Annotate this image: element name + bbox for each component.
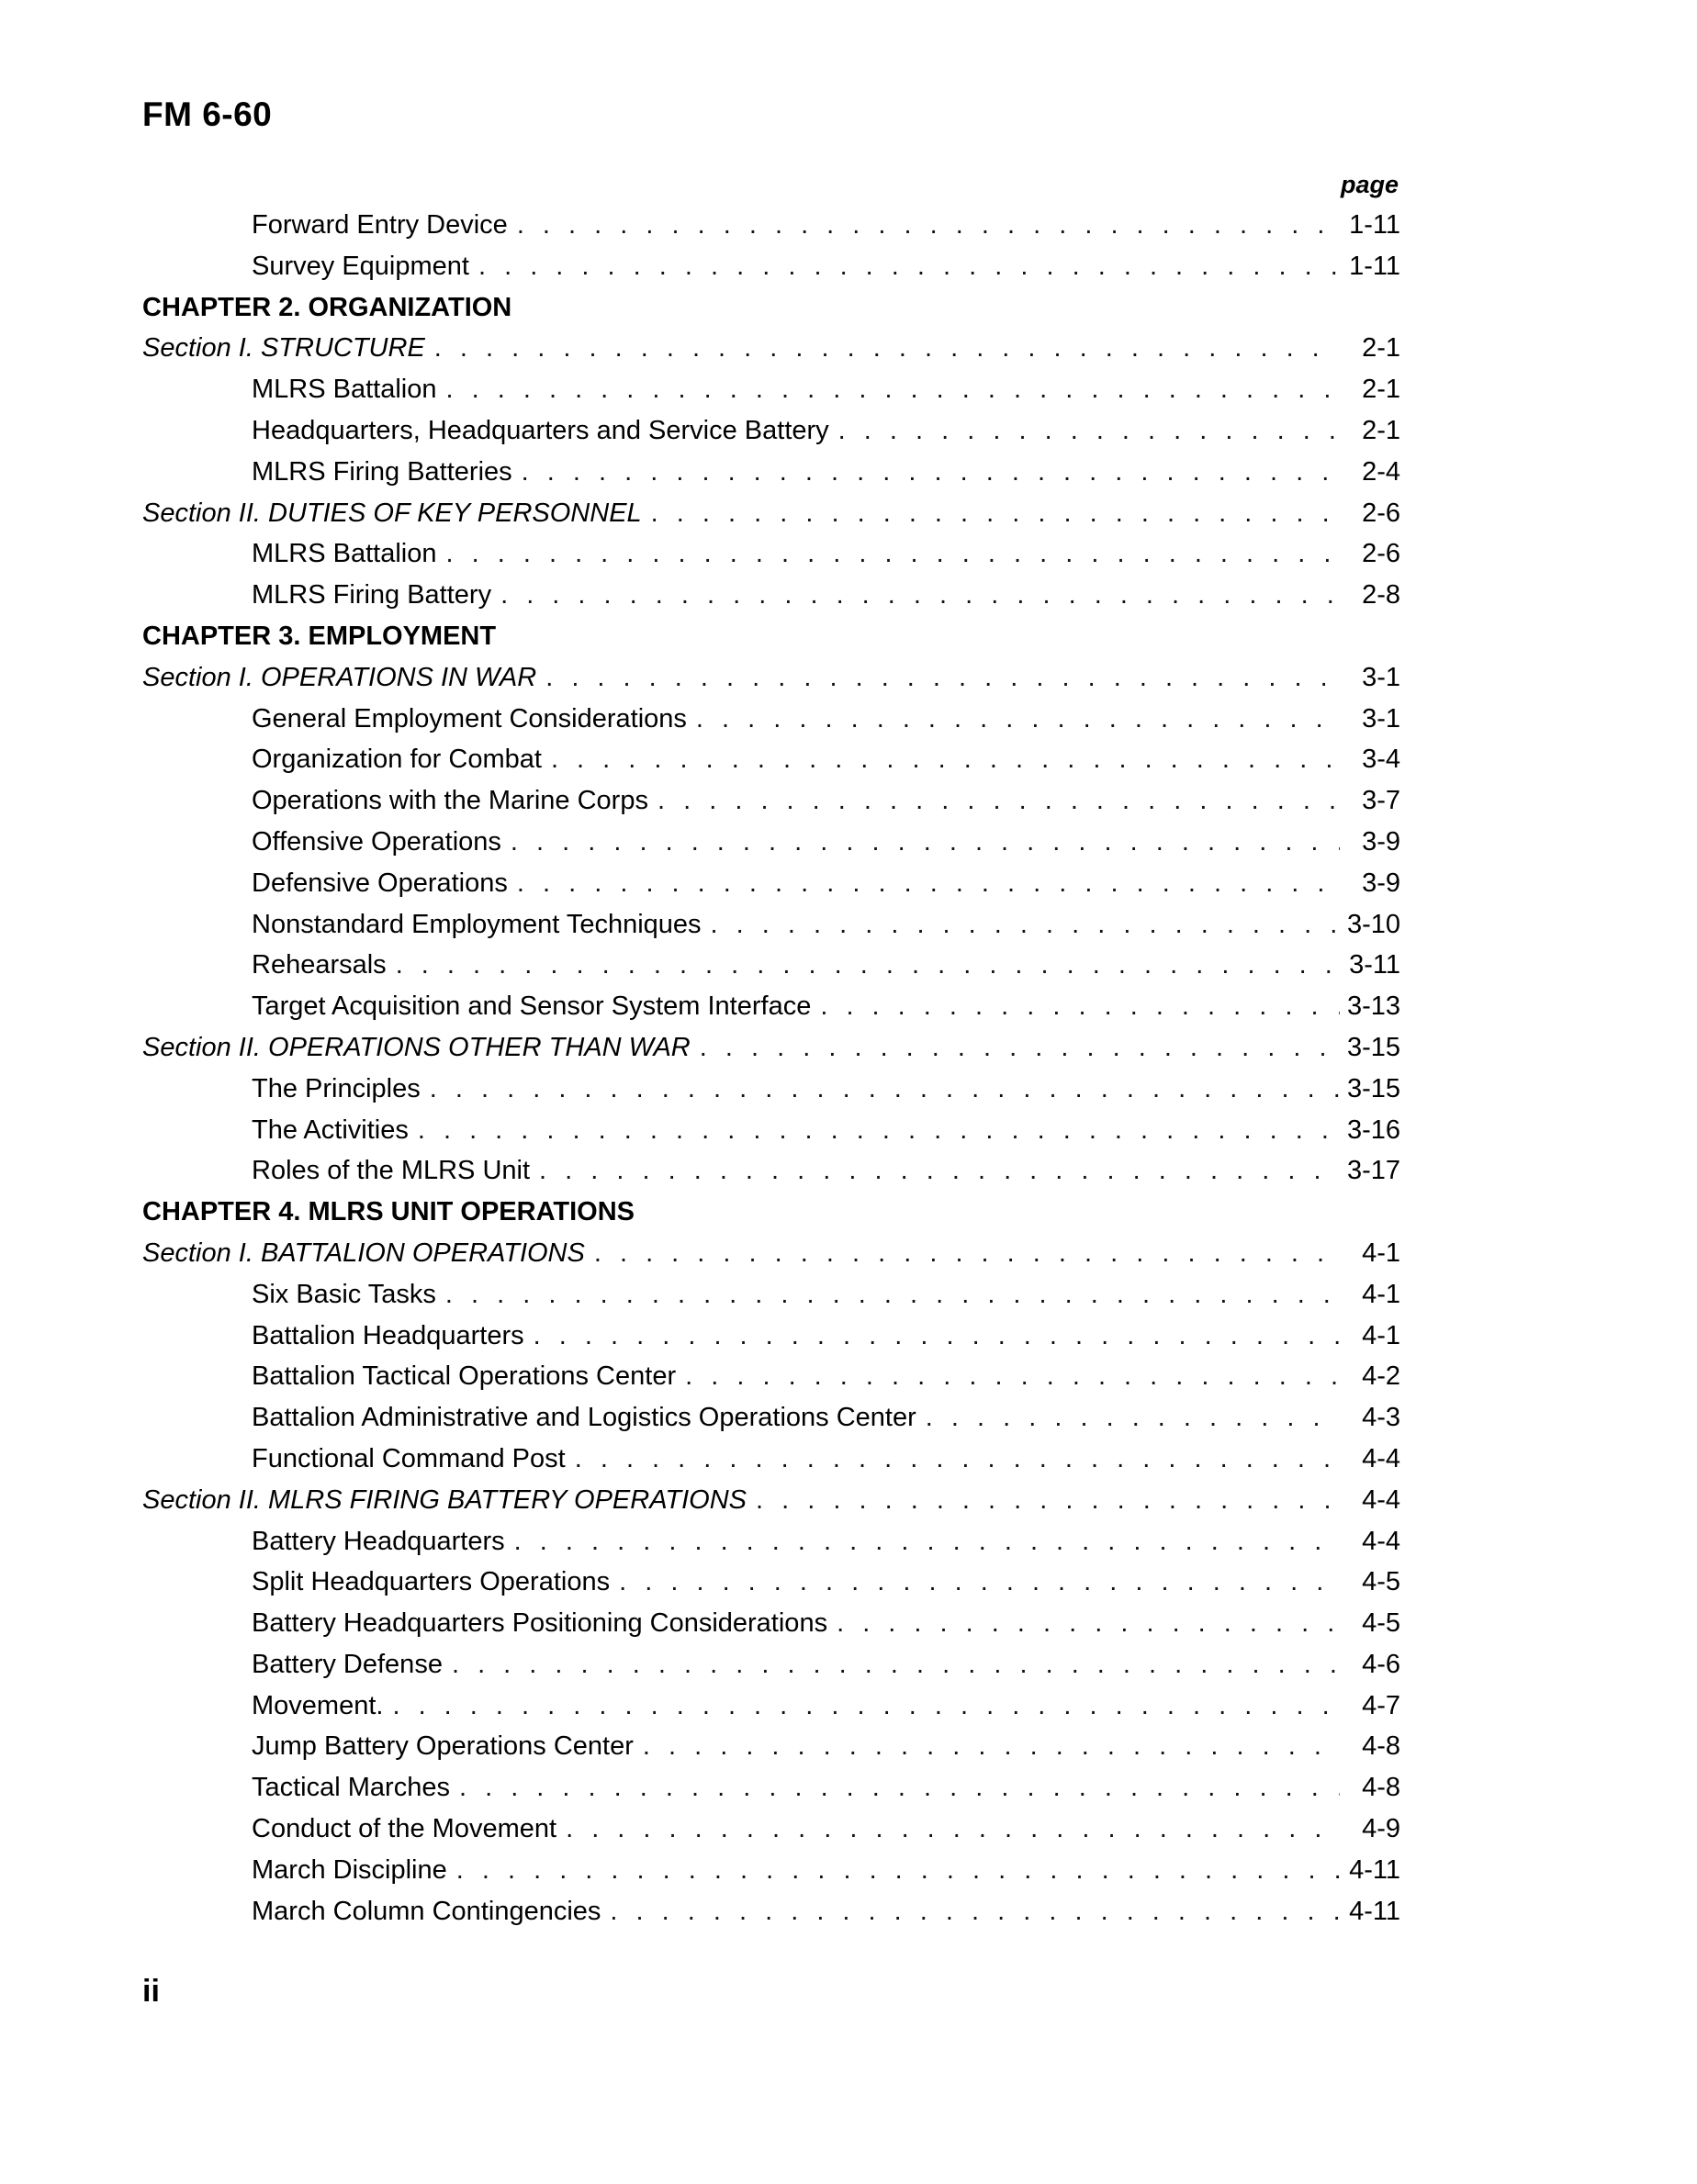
toc-chapter-row bbox=[142, 287, 1400, 329]
dot-leader bbox=[545, 657, 1340, 699]
toc-entry-title: Battery Headquarters bbox=[252, 1526, 505, 1556]
toc-page-number: 4-8 bbox=[1362, 1773, 1400, 1803]
toc-page-number: 2-6 bbox=[1362, 539, 1400, 569]
toc-entry-title: MLRS Firing Battery bbox=[252, 580, 492, 610]
toc-entry-title: MLRS Firing Batteries bbox=[252, 456, 512, 487]
toc-section-row bbox=[142, 657, 1400, 699]
toc-page-number: 3-15 bbox=[1346, 1073, 1400, 1103]
toc-entry-row bbox=[142, 1150, 1400, 1192]
toc-entry-title: Organization for Combat bbox=[252, 745, 542, 775]
toc-entry-title: Battalion Tactical Operations Center bbox=[252, 1361, 677, 1392]
toc-page-number: 3-13 bbox=[1346, 991, 1400, 1022]
toc-chapter-row bbox=[142, 1192, 1400, 1233]
toc-entry-title: Operations with the Marine Corps bbox=[252, 786, 648, 816]
toc-chapter-row bbox=[142, 616, 1400, 657]
dot-leader bbox=[651, 493, 1340, 534]
toc-entry-title: Movement. bbox=[252, 1690, 384, 1720]
toc-page-number: 3-15 bbox=[1346, 1032, 1400, 1062]
toc-entry-title: March Column Contingencies bbox=[252, 1896, 601, 1926]
toc-entry-title: Battalion Headquarters bbox=[252, 1320, 524, 1350]
toc-entry-row bbox=[142, 410, 1400, 452]
toc-entry-title: Six Basic Tasks bbox=[252, 1279, 436, 1309]
toc-page-number: 3-10 bbox=[1346, 909, 1400, 939]
dot-leader bbox=[500, 575, 1340, 616]
toc-page-number: 4-11 bbox=[1349, 1854, 1400, 1885]
toc-page-number: 2-1 bbox=[1362, 333, 1400, 364]
toc-entry-row bbox=[142, 1603, 1400, 1644]
dot-leader bbox=[700, 1027, 1340, 1069]
toc-section-title: Section I. OPERATIONS IN WAR bbox=[142, 662, 537, 692]
toc-entry-row bbox=[142, 575, 1400, 616]
toc-entry-title: Rehearsals bbox=[252, 950, 387, 980]
dot-leader bbox=[522, 452, 1340, 493]
dot-leader bbox=[517, 863, 1340, 904]
dot-leader bbox=[446, 369, 1341, 410]
toc-section-title: Section II. OPERATIONS OTHER THAN WAR bbox=[142, 1032, 691, 1062]
toc-page-number: 4-8 bbox=[1362, 1731, 1400, 1762]
toc-entry-title: Nonstandard Employment Techniques bbox=[252, 909, 702, 939]
toc-section-row bbox=[142, 328, 1400, 369]
dot-leader bbox=[446, 533, 1341, 575]
toc-entry-row bbox=[142, 1439, 1400, 1480]
toc-entry-title: MLRS Battalion bbox=[252, 539, 437, 569]
dot-leader bbox=[926, 1397, 1340, 1439]
toc-entry-row bbox=[142, 1767, 1400, 1809]
document-id-header: FM 6-60 bbox=[142, 95, 273, 133]
toc-entry-row bbox=[142, 863, 1400, 904]
toc-section-row bbox=[142, 1027, 1400, 1069]
dot-leader bbox=[575, 1439, 1340, 1480]
toc-entry-row bbox=[142, 739, 1400, 780]
toc-page-number: 3-16 bbox=[1346, 1114, 1400, 1145]
toc-section-title: Section I. STRUCTURE bbox=[142, 333, 425, 364]
dot-leader bbox=[396, 945, 1340, 986]
dot-leader bbox=[566, 1809, 1340, 1850]
toc-entry-row bbox=[142, 246, 1400, 287]
toc-entry-row bbox=[142, 1356, 1400, 1397]
toc-entry-row bbox=[142, 699, 1400, 740]
dot-leader bbox=[551, 739, 1340, 780]
toc-chapter-title: CHAPTER 3. EMPLOYMENT bbox=[142, 621, 497, 651]
toc-page-number: 3-9 bbox=[1362, 868, 1400, 898]
dot-leader bbox=[837, 1603, 1340, 1644]
toc-entry-title: Forward Entry Device bbox=[252, 210, 508, 240]
dot-leader bbox=[445, 1274, 1340, 1316]
toc-page-number: 2-4 bbox=[1362, 456, 1400, 487]
toc-page-number: 3-4 bbox=[1362, 745, 1400, 775]
toc-page-number: 4-2 bbox=[1362, 1361, 1400, 1392]
toc-section-row bbox=[142, 1233, 1400, 1274]
toc-entry-title: Conduct of the Movement bbox=[252, 1814, 557, 1844]
toc-page-number: 4-5 bbox=[1362, 1567, 1400, 1597]
toc-entry-row bbox=[142, 904, 1400, 946]
toc-entry-title: Functional Command Post bbox=[252, 1443, 566, 1473]
toc-entry-row bbox=[142, 986, 1400, 1027]
dot-leader bbox=[459, 1767, 1340, 1809]
toc-entry-title: March Discipline bbox=[252, 1854, 447, 1885]
dot-leader bbox=[619, 1562, 1340, 1603]
dot-leader bbox=[434, 328, 1340, 369]
dot-leader bbox=[534, 1316, 1340, 1357]
toc-section-row bbox=[142, 493, 1400, 534]
toc-section-row bbox=[142, 1480, 1400, 1521]
dot-leader bbox=[594, 1233, 1340, 1274]
toc-entry-row bbox=[142, 1686, 1400, 1727]
toc-page-number: 4-4 bbox=[1362, 1443, 1400, 1473]
toc-chapter-title: CHAPTER 2. ORGANIZATION bbox=[142, 292, 512, 322]
toc-entry-title: The Principles bbox=[252, 1073, 421, 1103]
toc-page-number: 1-11 bbox=[1349, 210, 1400, 240]
dot-leader bbox=[517, 205, 1340, 246]
dot-leader bbox=[478, 246, 1340, 287]
dot-leader bbox=[452, 1644, 1340, 1686]
toc-entry-row bbox=[142, 1069, 1400, 1110]
toc-entry-row bbox=[142, 452, 1400, 493]
toc-section-title: Section I. BATTALION OPERATIONS bbox=[142, 1238, 585, 1268]
toc-entry-row bbox=[142, 1891, 1400, 1932]
toc-entry-row bbox=[142, 1274, 1400, 1316]
toc-entry-title: Jump Battery Operations Center bbox=[252, 1731, 634, 1762]
dot-leader bbox=[657, 780, 1340, 822]
toc-page-number: 4-11 bbox=[1349, 1896, 1400, 1926]
toc-entry-row bbox=[142, 1397, 1400, 1439]
dot-leader bbox=[838, 410, 1340, 452]
toc-entry-row bbox=[142, 1521, 1400, 1562]
dot-leader bbox=[456, 1850, 1340, 1891]
toc-page-number: 4-1 bbox=[1362, 1320, 1400, 1350]
toc-entry-title: General Employment Considerations bbox=[252, 703, 687, 734]
page-column-label: page bbox=[1341, 171, 1399, 198]
toc-page-number: 4-7 bbox=[1362, 1690, 1400, 1720]
dot-leader bbox=[820, 986, 1340, 1027]
toc-entry-row bbox=[142, 1809, 1400, 1850]
toc-page-number: 3-17 bbox=[1346, 1156, 1400, 1186]
toc-entry-row bbox=[142, 945, 1400, 986]
toc-page-number: 4-6 bbox=[1362, 1649, 1400, 1679]
dot-leader bbox=[696, 699, 1340, 740]
toc-entry-title: Offensive Operations bbox=[252, 826, 501, 857]
toc-page-number: 4-5 bbox=[1362, 1608, 1400, 1639]
toc-page-number: 2-1 bbox=[1362, 375, 1400, 405]
toc-entry-title: Split Headquarters Operations bbox=[252, 1567, 611, 1597]
table-of-contents bbox=[142, 205, 1400, 1932]
toc-entry-row bbox=[142, 1316, 1400, 1357]
toc-entry-row bbox=[142, 822, 1400, 863]
toc-chapter-title: CHAPTER 4. MLRS UNIT OPERATIONS bbox=[142, 1197, 635, 1227]
dot-leader bbox=[392, 1686, 1340, 1727]
toc-page-number: 2-1 bbox=[1362, 415, 1400, 445]
toc-entry-row bbox=[142, 780, 1400, 822]
toc-entry-title: The Activities bbox=[252, 1114, 409, 1145]
dot-leader bbox=[643, 1726, 1340, 1767]
toc-entry-title: Battery Headquarters Positioning Considerations bbox=[252, 1608, 828, 1639]
dot-leader bbox=[514, 1521, 1340, 1562]
toc-page-number: 4-4 bbox=[1362, 1484, 1400, 1515]
toc-entry-row bbox=[142, 1850, 1400, 1891]
toc-page-number: 4-3 bbox=[1362, 1403, 1400, 1433]
toc-page-number: 1-11 bbox=[1349, 251, 1400, 281]
dot-leader bbox=[418, 1110, 1340, 1151]
dot-leader bbox=[430, 1069, 1340, 1110]
toc-page-number: 4-1 bbox=[1362, 1279, 1400, 1309]
toc-page-number: 3-1 bbox=[1362, 662, 1400, 692]
toc-page-number: 4-4 bbox=[1362, 1526, 1400, 1556]
toc-entry-title: Roles of the MLRS Unit bbox=[252, 1156, 531, 1186]
toc-entry-title: Survey Equipment bbox=[252, 251, 469, 281]
toc-page-number: 2-8 bbox=[1362, 580, 1400, 610]
toc-entry-row bbox=[142, 533, 1400, 575]
toc-entry-row bbox=[142, 1644, 1400, 1686]
toc-page-number: 4-1 bbox=[1362, 1238, 1400, 1268]
toc-page-number: 3-1 bbox=[1362, 703, 1400, 734]
toc-entry-title: Headquarters, Headquarters and Service Battery bbox=[252, 415, 829, 445]
dot-leader bbox=[511, 822, 1340, 863]
toc-entry-row bbox=[142, 369, 1400, 410]
toc-section-title: Section II. MLRS FIRING BATTERY OPERATIONS bbox=[142, 1484, 747, 1515]
toc-entry-row bbox=[142, 1110, 1400, 1151]
toc-entry-row bbox=[142, 1562, 1400, 1603]
dot-leader bbox=[610, 1891, 1340, 1932]
toc-entry-title: Defensive Operations bbox=[252, 868, 508, 898]
dot-leader bbox=[685, 1356, 1340, 1397]
toc-entry-row bbox=[142, 205, 1400, 246]
toc-page-number: 3-9 bbox=[1362, 826, 1400, 857]
toc-entry-row bbox=[142, 1726, 1400, 1767]
toc-entry-title: Battery Defense bbox=[252, 1649, 443, 1679]
toc-page-number: 4-9 bbox=[1362, 1814, 1400, 1844]
toc-page-number: 3-7 bbox=[1362, 786, 1400, 816]
toc-entry-title: MLRS Battalion bbox=[252, 375, 437, 405]
dot-leader bbox=[756, 1480, 1340, 1521]
dot-leader bbox=[711, 904, 1340, 946]
toc-entry-title: Target Acquisition and Sensor System Interface bbox=[252, 991, 812, 1022]
dot-leader bbox=[539, 1150, 1340, 1192]
toc-entry-title: Tactical Marches bbox=[252, 1773, 450, 1803]
toc-section-title: Section II. DUTIES OF KEY PERSONNEL bbox=[142, 498, 642, 528]
page-folio: ii bbox=[142, 1974, 160, 2009]
toc-page-number: 3-11 bbox=[1349, 950, 1400, 980]
toc-page-number: 2-6 bbox=[1362, 498, 1400, 528]
toc-entry-title: Battalion Administrative and Logistics Operations Center bbox=[252, 1403, 916, 1433]
